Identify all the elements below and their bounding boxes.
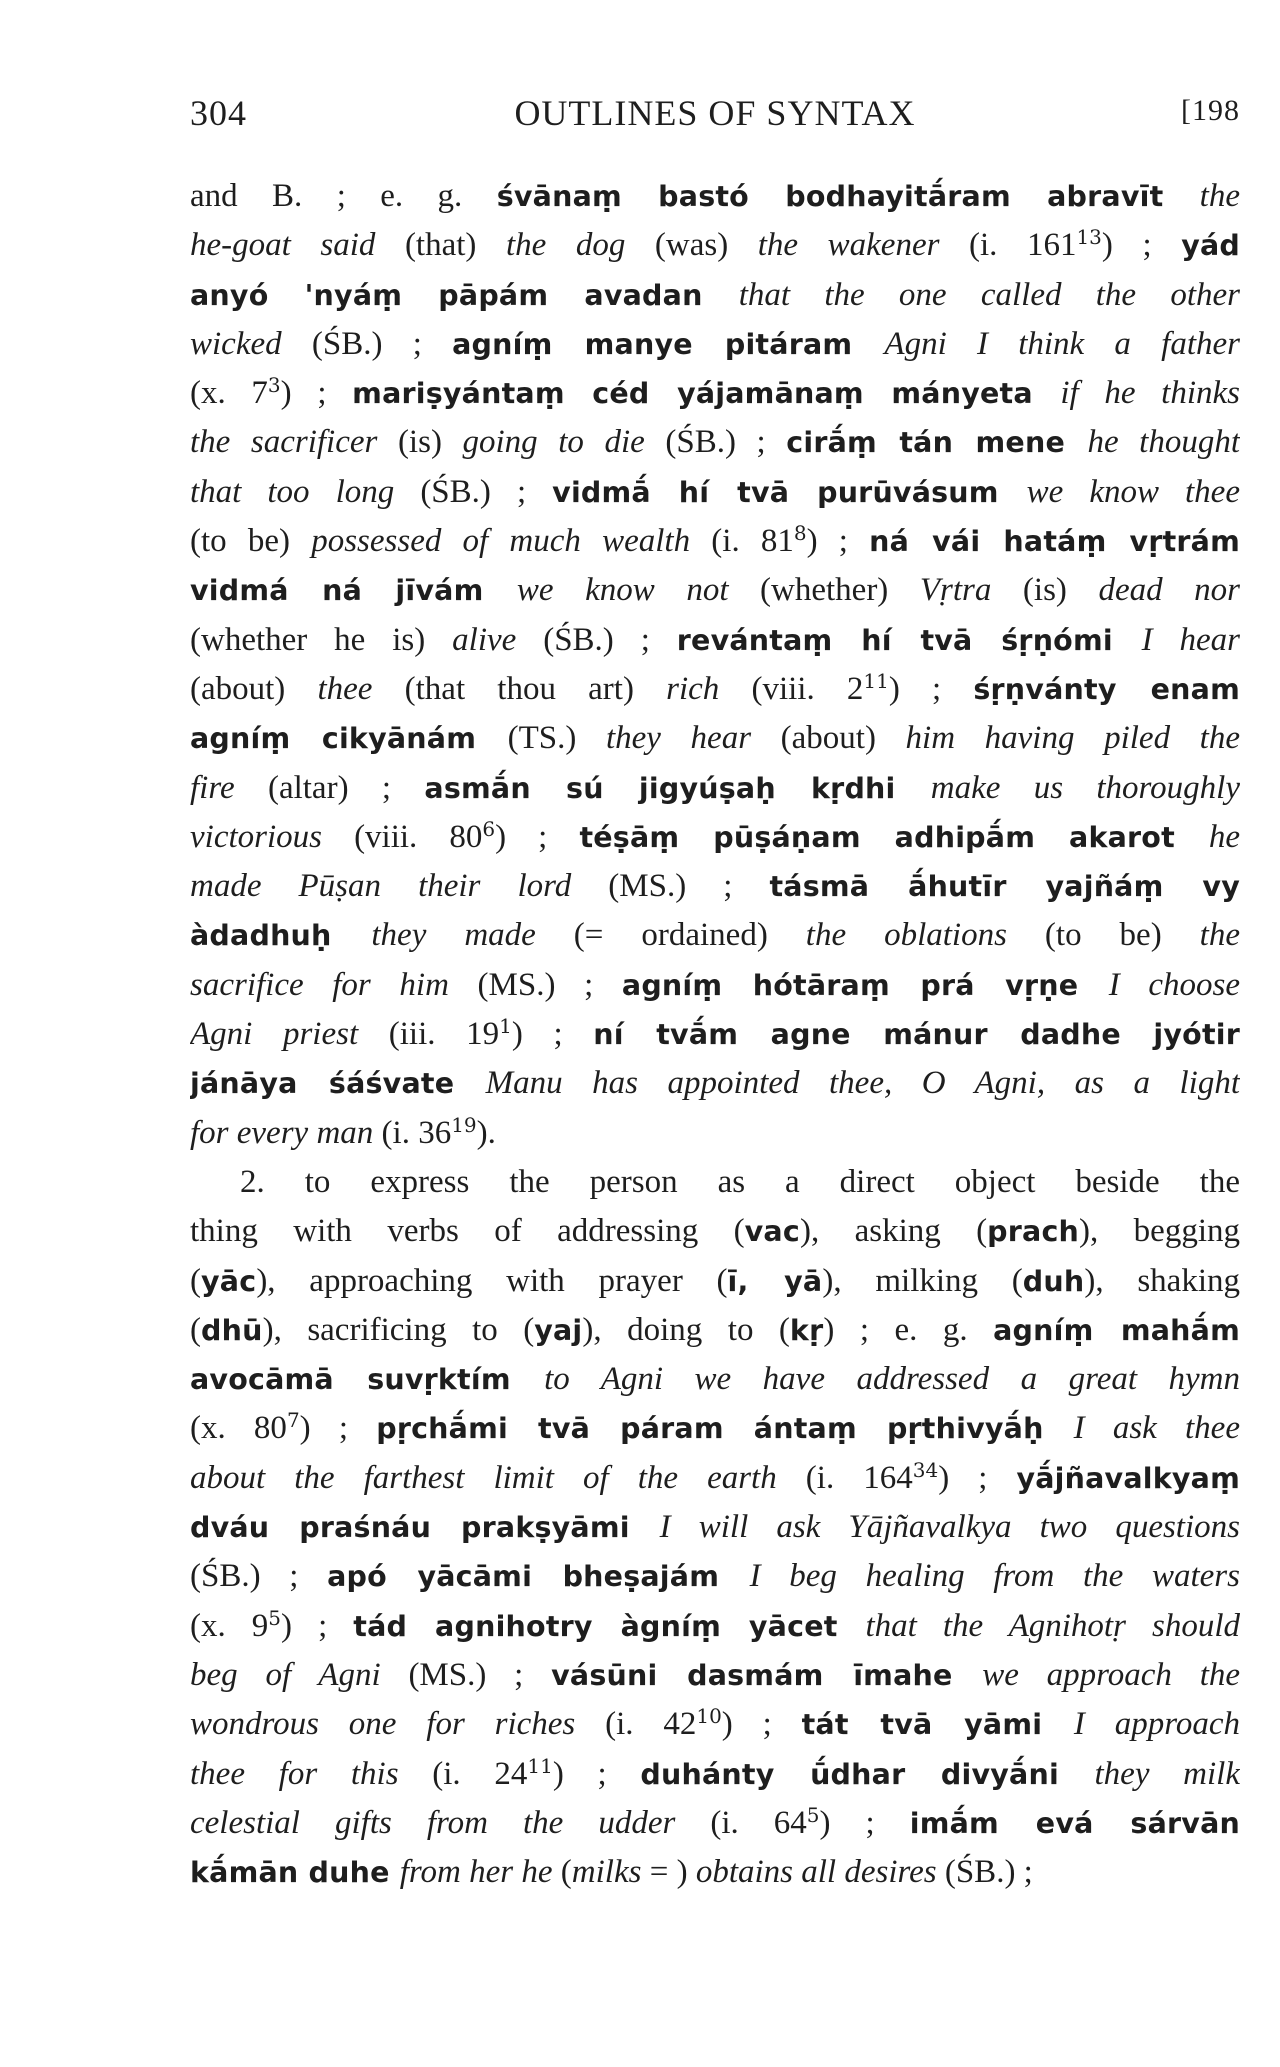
translation-text: wicked bbox=[190, 325, 312, 362]
verse-superscript: 34 bbox=[912, 1457, 939, 1482]
plain-text: (i. 81 bbox=[711, 523, 794, 560]
text-line bbox=[190, 1404, 1240, 1453]
plain-text: (is) bbox=[397, 424, 463, 461]
translation-text: celestial gifts from the udder bbox=[190, 1804, 711, 1841]
text-line bbox=[190, 320, 1240, 369]
verse-superscript: 7 bbox=[286, 1408, 300, 1433]
plain-text: (MS.) ; bbox=[477, 966, 622, 1003]
translation-text: victorious bbox=[190, 818, 355, 855]
text-line bbox=[190, 1700, 1240, 1749]
text-line bbox=[190, 172, 1240, 221]
text-line bbox=[190, 369, 1240, 418]
sanskrit-text: ná vái hatáṃ vṛtrám bbox=[869, 525, 1240, 559]
verse-superscript: 5 bbox=[806, 1802, 820, 1827]
verse-superscript: 1 bbox=[499, 1013, 512, 1038]
translation-text: I hear bbox=[1141, 621, 1240, 658]
plain-text: ) ; bbox=[552, 1755, 641, 1792]
plain-text: (whether he is) bbox=[190, 621, 453, 658]
verse-superscript: 5 bbox=[268, 1605, 282, 1630]
sanskrit-text: duhánty ū́dhar divyā́ni bbox=[640, 1757, 1095, 1791]
plain-text: (viii. 2 bbox=[751, 670, 864, 707]
sanskrit-text: agníṃ mahā́m bbox=[993, 1313, 1240, 1347]
sanskrit-text: tásmā ā́hutīr yajñáṃ vy bbox=[769, 870, 1240, 904]
sanskrit-text: yaj bbox=[534, 1313, 583, 1347]
sanskrit-text: ī, yā bbox=[727, 1264, 823, 1298]
sanskrit-text: dhū bbox=[201, 1313, 263, 1347]
sanskrit-text: àdadhuḥ bbox=[190, 919, 372, 953]
translation-text: he bbox=[1208, 818, 1240, 855]
text-line bbox=[190, 911, 1240, 960]
plain-text: (iii. 19 bbox=[388, 1016, 500, 1053]
plain-text: ), begging bbox=[1079, 1213, 1240, 1250]
plain-text: (i. 42 bbox=[605, 1706, 697, 1743]
sanskrit-text: jánāya śáśvate bbox=[190, 1067, 486, 1101]
translation-text: sacrifice for him bbox=[190, 966, 478, 1003]
text-line bbox=[190, 1059, 1240, 1108]
translation-text: I will ask Yājñavalkya two questions bbox=[659, 1509, 1240, 1546]
plain-text: ). bbox=[476, 1114, 496, 1151]
text-line bbox=[190, 764, 1240, 813]
plain-text: (MS.) ; bbox=[608, 868, 770, 905]
text-line bbox=[190, 418, 1240, 467]
translation-text: about the farthest limit of the earth bbox=[190, 1459, 806, 1496]
translation-text: I choose bbox=[1108, 966, 1240, 1003]
sanskrit-text: agníṃ cikyānám bbox=[190, 722, 508, 756]
plain-text: ) ; bbox=[888, 670, 974, 707]
plain-text: ), asking ( bbox=[799, 1213, 988, 1250]
plain-text: ) ; bbox=[299, 1410, 377, 1447]
plain-text: (viii. 80 bbox=[354, 818, 483, 855]
plain-text: ), shaking bbox=[1084, 1262, 1240, 1299]
plain-text: ( bbox=[190, 1311, 201, 1348]
text-line bbox=[190, 1651, 1240, 1700]
translation-text: rich bbox=[666, 670, 752, 707]
verse-superscript: 6 bbox=[482, 816, 496, 841]
plain-text: (about) bbox=[190, 670, 318, 707]
translation-text: the bbox=[1199, 178, 1240, 214]
plain-text: ) ; bbox=[281, 1607, 354, 1644]
sanskrit-text: dváu praśnáu prakṣyāmi bbox=[190, 1511, 660, 1545]
plain-text: thing with verbs of addressing ( bbox=[190, 1213, 745, 1250]
translation-text: him having piled the bbox=[905, 720, 1240, 757]
translation-text: that too long bbox=[190, 473, 421, 510]
plain-text: ) ; bbox=[1101, 227, 1182, 264]
text-line bbox=[190, 1848, 1240, 1897]
running-title: OUTLINES OF SYNTAX bbox=[514, 93, 916, 133]
plain-text: (whether) bbox=[760, 572, 920, 609]
text-line bbox=[190, 1109, 1240, 1158]
plain-text: ), milking ( bbox=[822, 1262, 1023, 1299]
translation-text: they milk bbox=[1094, 1755, 1240, 1792]
text-line bbox=[190, 665, 1240, 714]
text-line bbox=[190, 1010, 1240, 1059]
sanskrit-text: mariṣyántaṃ céd yájamānaṃ mányeta bbox=[352, 377, 1061, 411]
sanskrit-text: anyó 'nyáṃ pāpám avadan bbox=[190, 278, 739, 312]
verse-superscript: 19 bbox=[451, 1112, 477, 1137]
verse-superscript: 11 bbox=[527, 1753, 553, 1778]
text-line bbox=[190, 714, 1240, 763]
plain-text: (x. 7 bbox=[190, 375, 268, 412]
plain-text: (ŚB.) ; bbox=[543, 621, 677, 658]
translation-text: I ask thee bbox=[1073, 1410, 1240, 1447]
running-head bbox=[190, 92, 1240, 142]
sanskrit-text: śṛṇvánty enam bbox=[973, 672, 1240, 706]
sanskrit-text: kā́mān duhe bbox=[190, 1856, 400, 1890]
text-line bbox=[190, 1799, 1240, 1848]
sanskrit-text: vidmā́ hí tvā purūvásum bbox=[552, 475, 1027, 509]
text-line bbox=[190, 1257, 1240, 1306]
text-line bbox=[190, 1158, 1240, 1207]
verse-superscript: 8 bbox=[793, 520, 807, 545]
plain-text: (ŚB.) ; bbox=[665, 424, 787, 461]
translation-text: they hear bbox=[605, 720, 781, 757]
translation-text: for every man bbox=[190, 1114, 382, 1151]
plain-text: (about) bbox=[780, 720, 906, 757]
plain-text: (ŚB.) ; bbox=[311, 325, 453, 362]
plain-text: ) ; bbox=[495, 818, 580, 855]
plain-text: (to be) bbox=[190, 523, 312, 560]
plain-text: (i. 164 bbox=[805, 1459, 913, 1496]
translation-text: obtains all desires bbox=[695, 1854, 945, 1891]
sanskrit-text: yád bbox=[1181, 229, 1240, 263]
sanskrit-text: śvānaṃ bastó bodhayitā́ram abravīt bbox=[496, 180, 1200, 213]
plain-text: (i. 161 bbox=[968, 227, 1077, 264]
plain-text: (to be) bbox=[1044, 917, 1200, 954]
plain-text: (MS.) ; bbox=[408, 1656, 552, 1693]
translation-text: thee for this bbox=[190, 1755, 433, 1792]
text-line bbox=[190, 221, 1240, 270]
sanskrit-text: kṛ bbox=[789, 1313, 824, 1347]
sanskrit-text: apó yācāmi bheṣajám bbox=[327, 1560, 750, 1594]
plain-text: ( bbox=[190, 1262, 201, 1299]
text-line bbox=[190, 1355, 1240, 1404]
sanskrit-text: revántaṃ hí tvā śṛṇómi bbox=[676, 623, 1142, 657]
plain-text: ) ; bbox=[819, 1804, 910, 1841]
sanskrit-text: vásūni dasmám īmahe bbox=[551, 1658, 983, 1692]
translation-text: they made bbox=[371, 917, 574, 954]
translation-text: the oblations bbox=[805, 917, 1045, 954]
translation-text: alive bbox=[452, 621, 544, 658]
text-line bbox=[190, 468, 1240, 517]
text-line bbox=[190, 566, 1240, 615]
verse-superscript: 3 bbox=[267, 373, 281, 398]
plain-text: ( bbox=[560, 1854, 572, 1891]
translation-text: that the Agnihotṛ should bbox=[865, 1607, 1240, 1644]
plain-text: (is) bbox=[1022, 572, 1099, 609]
plain-text: ) ; bbox=[938, 1459, 1017, 1496]
translation-text: Agni priest bbox=[190, 1016, 389, 1053]
translation-text: wondrous one for riches bbox=[190, 1706, 606, 1743]
sanskrit-text: yāc bbox=[201, 1264, 257, 1298]
plain-text: and B. ; e. g. bbox=[190, 178, 497, 214]
plain-text: ) ; e. g. bbox=[823, 1311, 994, 1348]
text-line bbox=[190, 517, 1240, 566]
translation-text: Vṛtra bbox=[919, 572, 1023, 609]
sanskrit-text: vidmá ná jīvám bbox=[190, 574, 517, 608]
translation-text: dead nor bbox=[1098, 572, 1240, 609]
translation-text: I approach bbox=[1073, 1706, 1240, 1743]
sanskrit-text: asmā́n sú jigyúṣaḥ kṛdhi bbox=[424, 771, 931, 805]
translation-text: if he thinks bbox=[1060, 375, 1240, 412]
text-line bbox=[190, 1454, 1240, 1503]
plain-text: = ) bbox=[649, 1854, 696, 1891]
translation-text: going to die bbox=[462, 424, 666, 461]
translation-text: from her he bbox=[399, 1854, 561, 1891]
section-number: [198 bbox=[1181, 94, 1240, 127]
sanskrit-text: avocāmā suvṛktím bbox=[190, 1363, 545, 1397]
text-line bbox=[190, 1750, 1240, 1799]
sanskrit-text: yā́jñavalkyaṃ bbox=[1016, 1461, 1240, 1495]
plain-text: ) ; bbox=[280, 375, 353, 412]
verse-superscript: 11 bbox=[863, 668, 889, 693]
translation-text: the wakener bbox=[757, 227, 969, 264]
text-line bbox=[190, 813, 1240, 862]
translation-text: we approach the bbox=[982, 1656, 1240, 1693]
verse-superscript: 13 bbox=[1076, 225, 1102, 250]
sanskrit-text: imā́m evá sárvān bbox=[909, 1806, 1240, 1840]
translation-text: he-goat said bbox=[190, 227, 405, 264]
plain-text: (ŚB.) ; bbox=[944, 1854, 1033, 1891]
plain-text: ) ; bbox=[721, 1706, 802, 1743]
translation-text: make us thoroughly bbox=[930, 769, 1240, 806]
text-line bbox=[190, 1552, 1240, 1601]
sanskrit-text: tát tvā yāmi bbox=[801, 1708, 1074, 1742]
sanskrit-text: prach bbox=[987, 1215, 1080, 1249]
translation-text: the bbox=[1199, 917, 1240, 954]
page-number: 304 bbox=[190, 93, 247, 133]
plain-text: (= ordained) bbox=[573, 917, 806, 954]
translation-text: I beg healing from the waters bbox=[749, 1558, 1240, 1595]
translation-text: possessed of much wealth bbox=[311, 523, 712, 560]
verse-superscript: 10 bbox=[696, 1704, 722, 1729]
sanskrit-text: pṛchā́mi tvā páram ántaṃ pṛthivyā́ḥ bbox=[376, 1412, 1074, 1446]
text-line bbox=[190, 1207, 1240, 1256]
plain-text: (that thou art) bbox=[404, 670, 667, 707]
sanskrit-text: vac bbox=[744, 1215, 800, 1249]
translation-text: he thought bbox=[1087, 424, 1240, 461]
plain-text: ), doing to ( bbox=[582, 1311, 790, 1348]
sanskrit-text: téṣāṃ pūṣáṇam adhipā́m akarot bbox=[579, 820, 1209, 854]
sanskrit-text: duh bbox=[1022, 1264, 1085, 1298]
sanskrit-text: tád agnihotry àgníṃ yācet bbox=[353, 1609, 866, 1643]
translation-text: the sacrificer bbox=[190, 424, 398, 461]
translation-text: made Pūṣan their lord bbox=[190, 868, 609, 905]
sanskrit-text: agníṃ manye pitáram bbox=[452, 327, 885, 361]
plain-text: (i. 36 bbox=[381, 1114, 452, 1151]
translation-text: we know not bbox=[516, 572, 761, 609]
plain-text: (that) bbox=[404, 227, 506, 264]
translation-text: we know thee bbox=[1026, 473, 1240, 510]
plain-text: (ŚB.) ; bbox=[420, 473, 553, 510]
text-line bbox=[190, 271, 1240, 320]
plain-text: (i. 24 bbox=[432, 1755, 528, 1792]
translation-text: milks bbox=[571, 1854, 650, 1891]
translation-text: that the one called the other bbox=[738, 276, 1240, 313]
plain-text: (was) bbox=[654, 227, 758, 264]
plain-text: 2. to express the person as a direct object beside the bbox=[240, 1163, 1240, 1200]
plain-text: (x. 9 bbox=[190, 1607, 269, 1644]
translation-text: beg of Agni bbox=[190, 1656, 409, 1693]
plain-text: (ŚB.) ; bbox=[190, 1558, 328, 1595]
text-line bbox=[190, 616, 1240, 665]
text-line bbox=[190, 1602, 1240, 1651]
plain-text: (i. 64 bbox=[710, 1804, 807, 1841]
sanskrit-text: ní tvā́m agne mánur dadhe jyótir bbox=[593, 1018, 1240, 1052]
translation-text: fire bbox=[190, 769, 268, 806]
translation-text: thee bbox=[317, 670, 405, 707]
translation-text: to Agni we have addressed a great hymn bbox=[544, 1361, 1240, 1398]
plain-text: (altar) ; bbox=[267, 769, 425, 806]
body-text bbox=[190, 172, 1240, 1897]
text-line bbox=[190, 961, 1240, 1010]
sanskrit-text: agníṃ hótāraṃ prá vṛṇe bbox=[621, 968, 1109, 1002]
plain-text: ), approaching with prayer ( bbox=[256, 1262, 728, 1299]
translation-text: Manu has appointed thee, O Agni, as a light bbox=[485, 1065, 1240, 1102]
translation-text: Agni I think a father bbox=[884, 325, 1240, 362]
plain-text: ), sacrificing to ( bbox=[262, 1311, 535, 1348]
plain-text: ) ; bbox=[806, 523, 870, 560]
plain-text: (TS.) bbox=[507, 720, 606, 757]
text-line bbox=[190, 1306, 1240, 1355]
text-line bbox=[190, 862, 1240, 911]
plain-text: (x. 80 bbox=[190, 1410, 287, 1447]
text-line bbox=[190, 1503, 1240, 1552]
plain-text: ) ; bbox=[511, 1016, 594, 1053]
translation-text: the dog bbox=[505, 227, 655, 264]
sanskrit-text: cirā́ṃ tán mene bbox=[786, 426, 1088, 460]
